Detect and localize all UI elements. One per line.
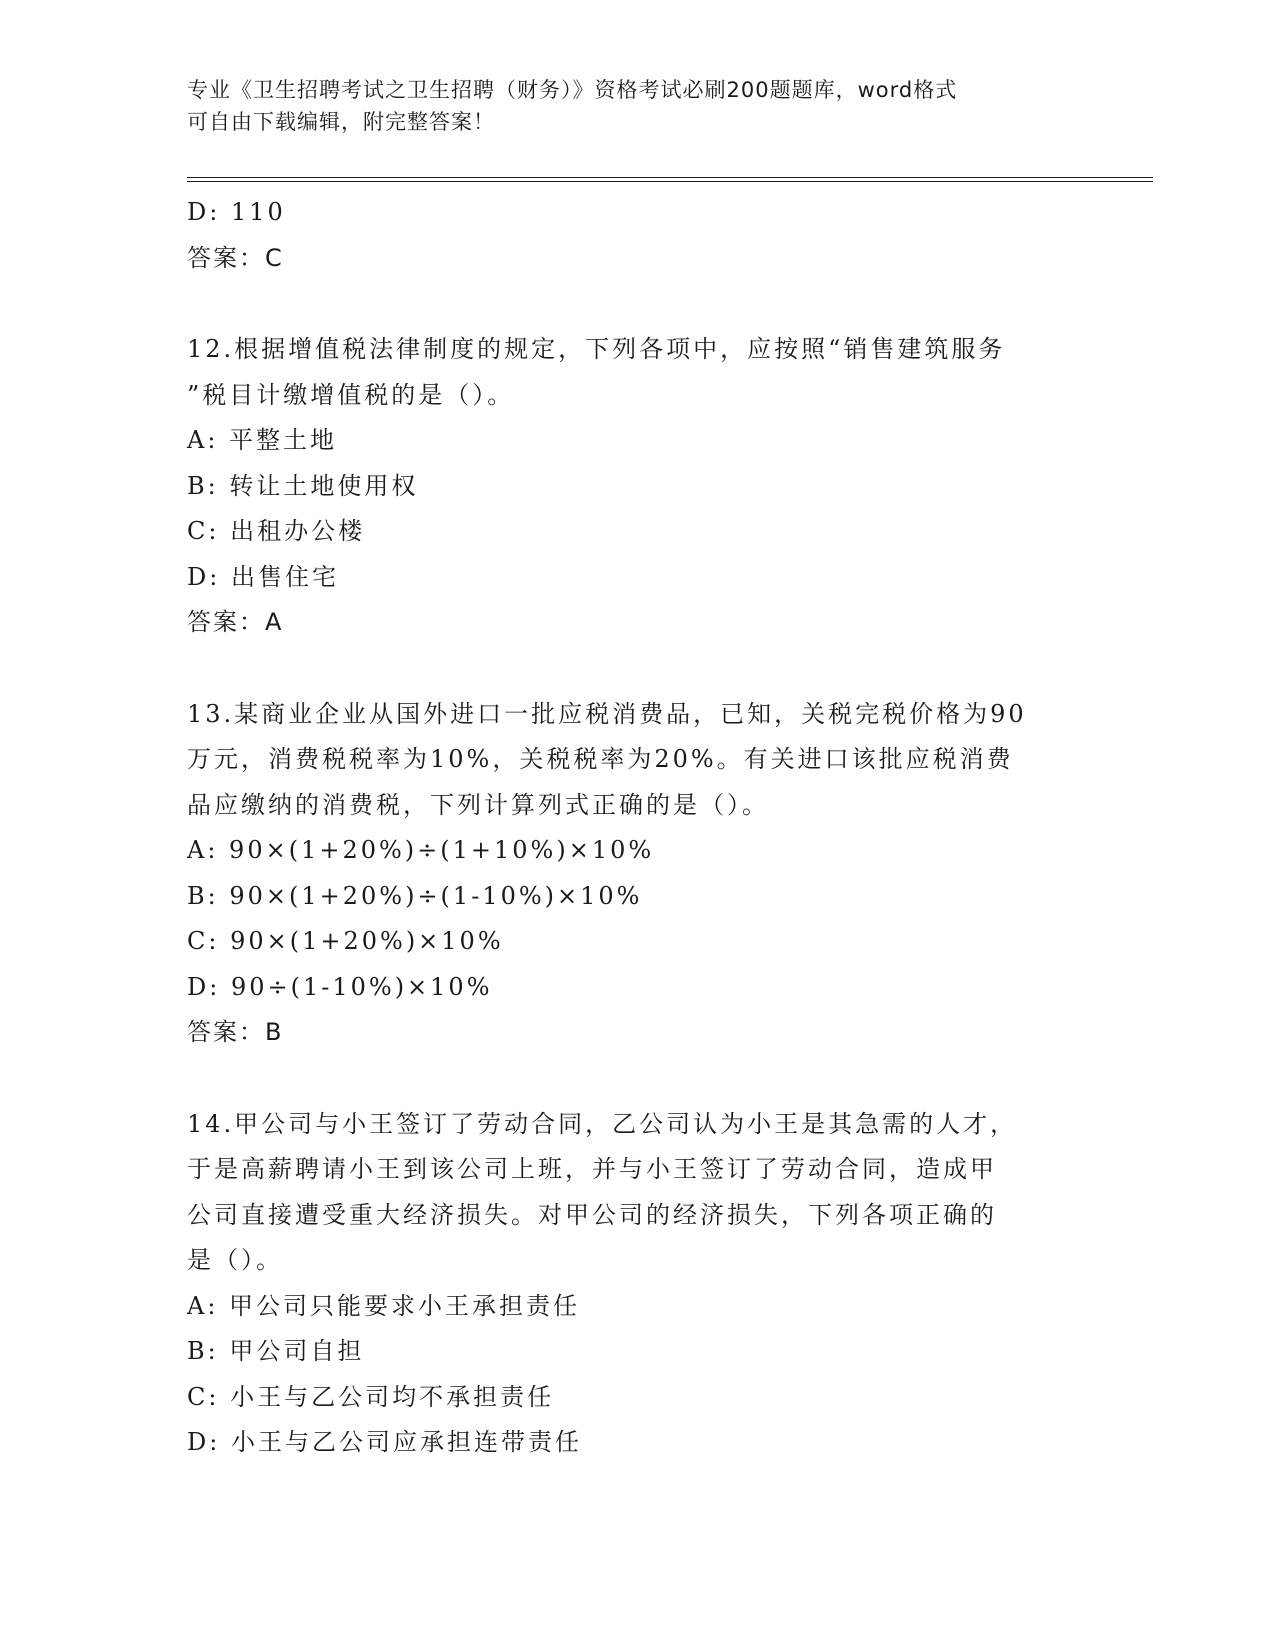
question-stem: 12.根据增值税法律制度的规定，下列各项中，应按照“销售建筑服务 [187,335,1006,363]
option-d: D: 110 [187,198,286,226]
question-stem: 品应缴纳的消费税，下列计算列式正确的是（）。 [187,790,769,819]
question-stem: 于是高薪聘请小王到该公司上班，并与小王签订了劳动合同，造成甲 [187,1155,997,1183]
question-stem: 14.甲公司与小王签订了劳动合同，乙公司认为小王是其急需的人才， [187,1109,1018,1138]
question-stem: ”税目计缴增值税的是（）。 [187,380,515,409]
spacer [187,1056,1087,1102]
option-a: A: 90×(1+20%)÷(1+10%)×10% [187,836,655,864]
answer-line: 答案：B [187,1018,284,1046]
header-line-1: 专业《卫生招聘考试之卫生招聘（财务）》资格考试必刷200题题库，word格式 [187,78,958,102]
option-a: A: 平整土地 [187,426,338,454]
question-14 [187,1102,1087,1466]
header-rule-top [187,177,1153,178]
option-c: C: 出租办公楼 [187,517,366,545]
option-c: C: 90×(1+20%)×10% [187,927,504,955]
question-stem: 13.某商业企业从国外进口一批应税消费品，已知，关税完税价格为90 [187,699,1027,728]
question-list [187,190,1087,1466]
option-c: C: 小王与乙公司均不承担责任 [187,1382,555,1411]
option-b: B: 转让土地使用权 [187,471,419,500]
page-header [187,74,1087,138]
option-a: A: 甲公司只能要求小王承担责任 [187,1291,581,1320]
option-b: B: 90×(1+20%)÷(1-10%)×10% [187,881,643,910]
answer-line: 答案：A [187,608,284,636]
question-stem: 是（）。 [187,1246,283,1274]
question-11-tail [187,190,1087,281]
spacer [187,281,1087,327]
question-stem: 公司直接遭受重大经济损失。对甲公司的经济损失，下列各项正确的 [187,1200,997,1229]
spacer [187,646,1087,692]
question-13 [187,692,1087,1056]
option-d: D: 小王与乙公司应承担连带责任 [187,1428,582,1456]
option-b: B: 甲公司自担 [187,1337,365,1365]
option-d: D: 90÷(1-10%)×10% [187,972,493,1001]
question-stem: 万元，消费税税率为10%，关税税率为20%。有关进口该批应税消费 [187,745,1014,773]
answer-line: 答案：C [187,243,284,272]
header-rule-bottom [187,181,1153,182]
header-line-2: 可自由下载编辑，附完整答案！ [187,110,495,134]
question-12 [187,327,1087,646]
option-d: D: 出售住宅 [187,562,339,591]
